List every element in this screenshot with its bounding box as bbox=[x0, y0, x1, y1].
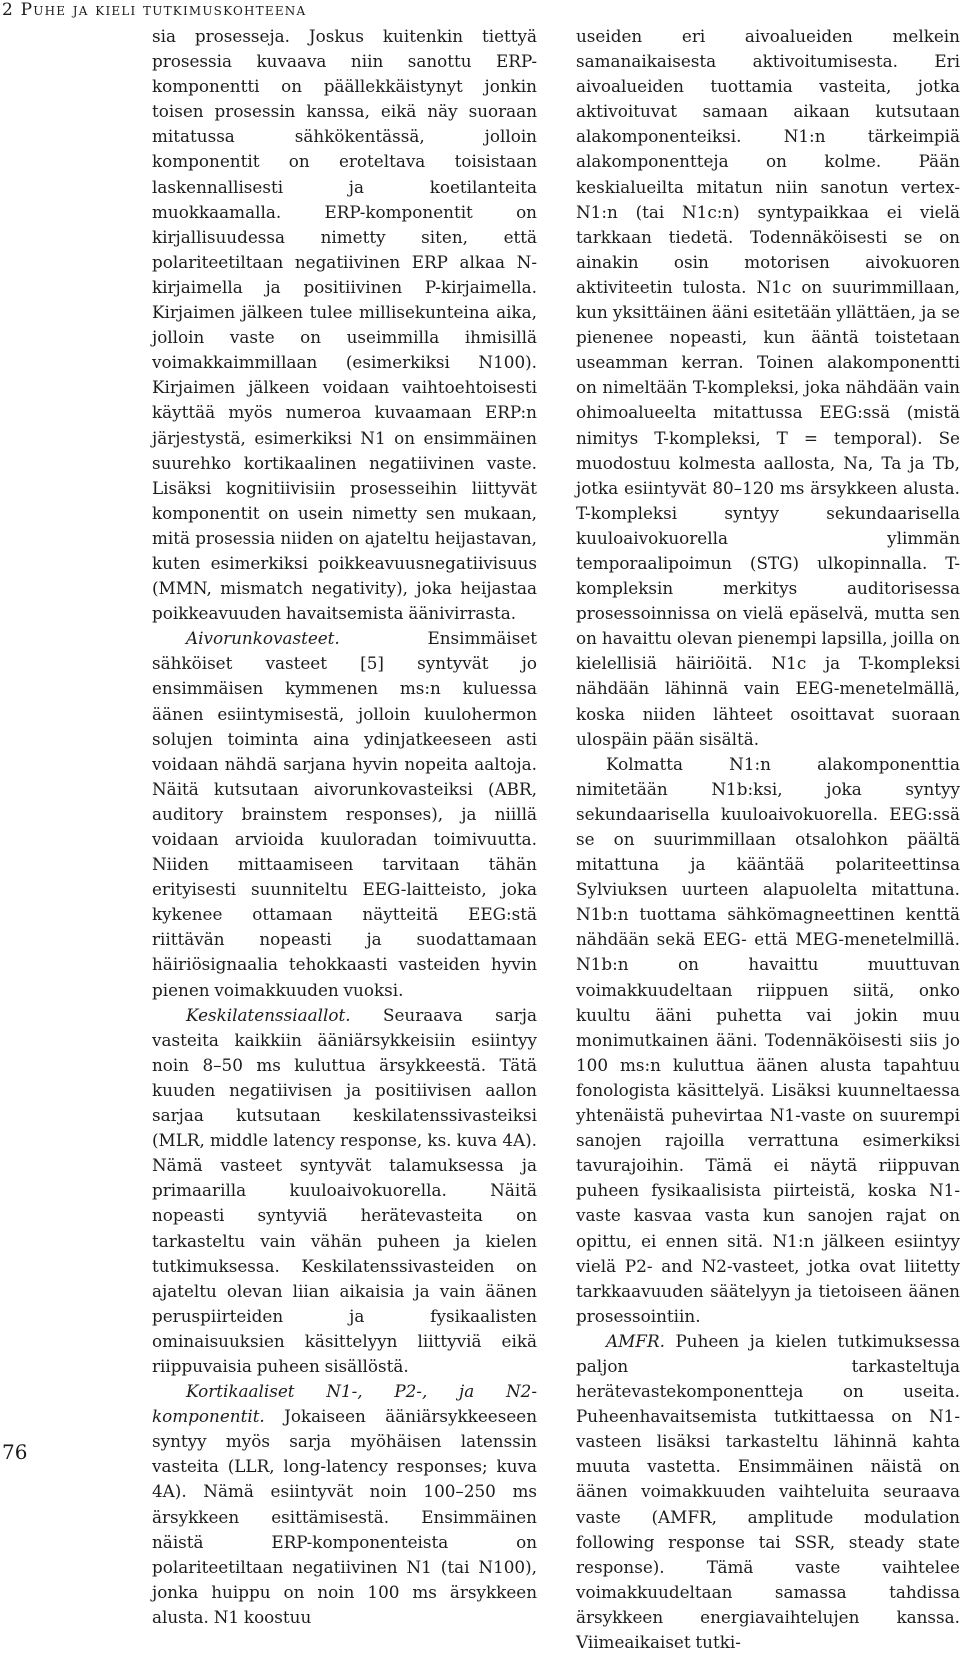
left-column bbox=[152, 24, 537, 1630]
running-header: 2 Puhe ja kieli tutkimuskohteena bbox=[2, 0, 307, 20]
paragraph-n1-subcomponents: useiden eri aivoalueiden melkein samanaikaisesta aktivoitumisesta. Eri aivoalueiden tuottamia vasteita, jotka aktivoituvat samaan aikaan kutsutaan alakomponenteiksi. N1:n tärkeimpiä alakomponentteja on kolme. Pään keskialueilta mitatun niin sanotun vertex-N1:n (tai N1c:n) syntypaikkaa ei vielä tarkkaan tiedetä. Todennäköisesti se on ainakin osin motorisen aivokuoren aktiviteetin tulosta. N1c on suurimmillaan, kun yksittäinen ääni esitetään yllättäen, ja se pienenee nopeasti, kun ääntä toistetaan useamman kerran. Toinen alakomponentti on nimeltään T-kompleksi, joka nähdään vain ohimoalueelta mitattussa EEG:ssä (mistä nimitys T-kompleksi, T = temporal). Se muodostuu kolmesta aallosta, Na, Ta ja Tb, jotka esiintyvät 80–120 ms ärsykkeen alusta. T-kompleksi syntyy sekundaarisella kuuloaivokuorella ylimmän temporaalipoimun (STG) ulkopinnalla. T-kompleksin merkitys auditorisessa prosessoinnissa on vielä epäselvä, mutta sen on havaittu olevan pienempi lapsilla, joilla on kielellisiä häiriöitä. N1c ja T-kompleksi nähdään lähinnä vain EEG-menetelmällä, koska niiden lähteet osoittavat suoraan ulospäin pään sisältä. bbox=[576, 26, 960, 749]
paragraph-n1b: Kolmatta N1:n alakomponenttia nimitetään N1b:ksi, joka syntyy sekundaarisella kuuloaivokuorella. EEG:ssä se on suurimmillaan otsalohkon päältä mitattuna ja kääntää polariteettinsa Sylviuksen uurteen alapuolelta mitattuna. N1b:n tuottama sähkömagneettinen kenttä nähdään sekä EEG- että MEG-menetelmillä. N1b:n on havaittu muuttuvan voimakkuudeltaan riippuen siitä, onko kuultu ääni puhetta vai jokin muu monimutkainen ääni. Todennäköisesti siis jo 100 ms:n kuluttua äänen alusta tapahtuu fonologista käsittelyä. Lisäksi kuunneltaessa yhtenäistä puhevirtaa N1-vaste on suurempi sanojen rajoilla verrattuna esimerkiksi tavurajoihin. Tämä ei näytä riippuvan puheen fysikaalisista piirteistä, koska N1-vaste kasvaa vasta kun sanojen rajat on opittu, ei ennen sitä. N1:n jälkeen esiintyy vielä P2- and N2-vasteet, jotka ovat liitetty tarkkaavuuden säätelyyn ja tietoiseen äänen prosessointiin. bbox=[576, 753, 960, 1326]
paragraph-body: Puheen ja kielen tutkimuksessa paljon tarkasteltuja herätevastekomponentteja on useita. Puheenhavaitsemista tutkittaessa on N1-vasteen lisäksi tarkasteltu lähinnä kahta muuta vastetta. Ensimmäinen näistä on äänen voimakkuuden vaihteluita seuraava vaste (AMFR, amplitude modulation following response tai SSR, steady state response). Tämä vaste vaihtelee voimakkuudeltaan samassa tahdissa ärsykkeen energiavaihtelujen kanssa. Viimeaikaiset tutki- bbox=[576, 1330, 960, 1652]
paragraph-amfr bbox=[576, 1329, 960, 1655]
right-column bbox=[576, 24, 960, 1655]
page-number: 76 bbox=[2, 1440, 28, 1464]
paragraph-body: Seuraava sarja vasteita kaikkiin ääniärsykkeisiin esiintyy noin 8–50 ms kuluttua ärsykkeestä. Tätä kuuden negatiivisen ja positiivisen aallon sarjaa kutsutaan keskilatenssivasteiksi (MLR, middle latency response, ks. kuva 4A). Nämä vasteet syntyvät talamuksessa ja primaarilla kuuloaivokuorella. Näitä nopeasti syntyviä herätevasteita on tarkasteltu vain vähän puheen ja kielen tutkimuksessa. Keskilatenssivasteiden on ajateltu olevan liian aikaisia ja vain äänen peruspiirteiden ja fysikaalisten ominaisuuksien käsittelyyn liittyviä eikä riippuvaisia puheen sisällöstä. bbox=[152, 1004, 537, 1376]
subheading-kortikaaliset: Kortikaaliset N1-, P2-, ja N2-komponentit. bbox=[152, 1381, 537, 1427]
paragraph-erp-naming: sia prosesseja. Joskus kuitenkin tiettyä prosessia kuvaava niin sanottu ERP-komponentti on päällekkäistynyt jonkin toisen prosessin kanssa, eikä näy suoraan mitatussa sähkökentässä, jolloin komponentit on eroteltava toisistaan laskennallisesti ja koetilanteita muokkaamalla. ERP-komponentit on kirjallisuudessa nimetty siten, että polariteetiltaan negatiivinen ERP alkaa N-kirjaimella ja positiivinen P-kirjaimella. Kirjaimen jälkeen tulee millisekunteina aika, jolloin vaste on useimmilla ihmisillä voimakkaimmillaan (esimerkiksi N100). Kirjaimen jälkeen voidaan vaihtoehtoisesti käyttää myös numeroa kuvaamaan ERP:n järjestystä, esimerkiksi N1 on ensimmäinen suurehko kortikaalinen negatiivinen vaste. Lisäksi kognitiivisiin prosesseihin liittyvät komponentit on usein nimetty sen mukaan, mitä prosessia niiden on ajateltu heijastavan, kuten esimerkiksi poikkeavuusnegatiivisuus (MMN, mismatch negativity), joka heijastaa poikkeavuuden havaitsemista äänivirrasta. bbox=[152, 26, 537, 624]
subheading-keskilatenssiaallot: Keskilatenssiaallot. bbox=[186, 1004, 351, 1025]
subheading-amfr: AMFR. bbox=[606, 1330, 665, 1351]
paragraph-kortikaaliset bbox=[152, 1379, 537, 1630]
paragraph-body: Jokaiseen ääniärsykkeeseen syntyy myös sarja myöhäisen latenssin vasteita (LLR, long-latency responses; kuva 4A). Nämä esiintyvät noin 100–250 ms ärsykkeen esittämisestä. Ensimmäinen näistä ERP-komponenteista on polariteetiltaan negatiivinen N1 (tai N100), jonka huippu on noin 100 ms ärsykkeen alusta. N1 koostuu bbox=[152, 1406, 537, 1627]
paragraph-body: Ensimmäiset sähköiset vasteet [5] syntyvät jo ensimmäisen kymmenen ms:n kuluessa äänen esiintymisestä, jolloin kuulohermon solujen toiminta aina ydinjatkeeseen asti voidaan nähdä sarjana hyvin nopeita aaltoja. Näitä kutsutaan aivorunkovasteiksi (ABR, auditory brainstem responses), ja niillä voidaan arvioida kuuloradan toimivuutta. Niiden mittaamiseen tarvitaan tähän erityisesti suunniteltu EEG-laitteisto, joka kykenee ottamaan näytteitä EEG:stä riittävän nopeasti ja suodattamaan häiriösignaalia tehokkaasti vasteiden hyvin pienen voimakkuuden vuoksi. bbox=[152, 628, 537, 1000]
paragraph-aivorunkovasteet bbox=[152, 626, 537, 1002]
paragraph-keskilatenssiaallot bbox=[152, 1003, 537, 1379]
subheading-aivorunkovasteet: Aivorunkovasteet. bbox=[186, 628, 340, 649]
